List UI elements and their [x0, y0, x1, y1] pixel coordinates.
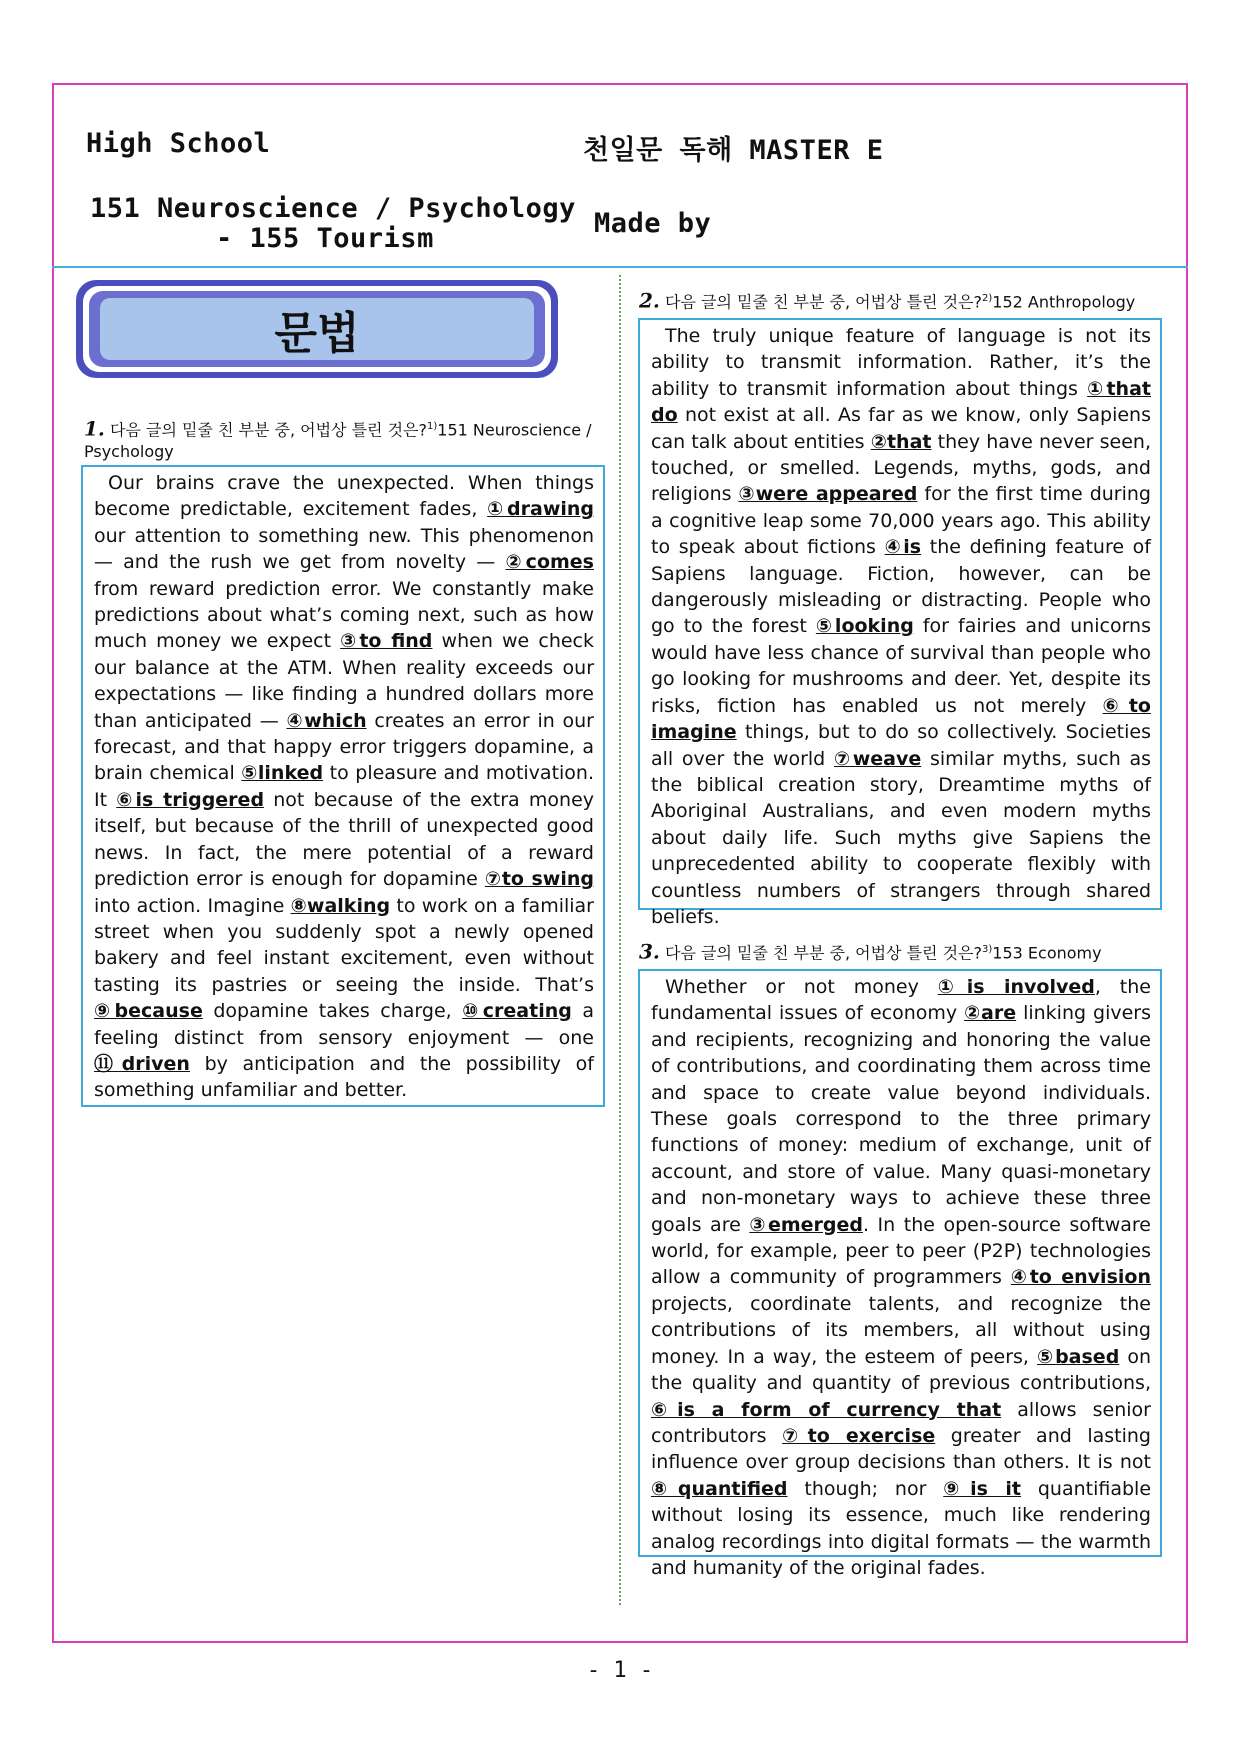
- passage-text: Whether or not money ①is involved, the fundamental issues of economy ②are linking givers and recipients, recognizing and honoring the value of contributions, and coordinating them across time and space to create value beyond individuals. These goals correspond to the three primary functions of money: medium of exchange, unit of account, and store of value. Many quasi-monetary and non-monetary ways to achieve these three goals are ③emerged. In the open-source software world, for example, peer to peer (P2P) technologies allow a community of programmers ④to envision projects, coordinate talents, and recognize the contributions of its members, all without using money. In a way, the esteem of peers, ⑤based on the quality and quantity of previous contributions, ⑥is a form of currency that allows senior contributors ⑦to exercise greater and lasting influence over group decisions than others. It is not ⑧quantified though; nor ⑨is it quantifiable without losing its essence, much like rendering analog recordings into digital formats — the warmth and humanity of the original fades.: [651, 976, 1152, 1579]
- answer-choice: ④is: [884, 536, 922, 559]
- column-divider: [619, 275, 621, 1605]
- question-source: 152 Anthropology: [992, 292, 1136, 312]
- question-1-passage: [81, 465, 605, 1107]
- answer-choice: ①that do: [651, 377, 1151, 427]
- footnote-mark: 1): [427, 421, 438, 432]
- question-3-passage: [638, 969, 1162, 1579]
- question-number: 3.: [639, 939, 660, 964]
- question-2-passage: [638, 318, 1162, 928]
- answer-choice: ④which: [286, 709, 367, 732]
- school-label: High School: [86, 128, 271, 159]
- answer-choice: ①drawing: [487, 498, 595, 521]
- answer-choice: ②are: [964, 1002, 1017, 1025]
- answer-choice: ⑪driven: [94, 1052, 190, 1075]
- answer-choice: ⑥to imagine: [651, 694, 1151, 744]
- question-source: 151 Neuroscience / Psychology: [84, 420, 592, 462]
- answer-choice: ③to find: [340, 630, 433, 653]
- question-source: 153 Economy: [992, 943, 1102, 963]
- answer-choice: ⑨because: [94, 1000, 203, 1023]
- answer-choice: ④to envision: [1010, 1266, 1151, 1289]
- answer-choice: ⑦to exercise: [782, 1424, 936, 1447]
- question-number: 1.: [84, 416, 105, 441]
- page-number: - 1 -: [586, 1658, 654, 1683]
- question-prompt: 다음 글의 밑줄 친 부분 중, 어법상 틀린 것은?: [109, 420, 428, 440]
- question-prompt: 다음 글의 밑줄 친 부분 중, 어법상 틀린 것은?: [664, 943, 983, 963]
- answer-choice: ⑩creating: [462, 1000, 572, 1023]
- footnote-mark: 3): [982, 944, 993, 955]
- passage-text: The truly unique feature of language is not its ability to transmit information. Rather, it’s the ability to transmit information about things ①that do not exist at all. As far as we know, only Sapiens can talk about entities ②that they have never seen, touched, or smelled. Legends, myths, gods, and religions ③were appeared for the first time during a cognitive leap some 70,000 years ago. This ability to speak about fictions ④is the defining feature of Sapiens language. Fiction, however, can be dangerously misleading or distracting. People who go to the forest ⑤looking for fairies and unicorns would have less chance of survival than people who go looking for mushrooms and deer. Yet, despite its risks, fiction has enabled us not merely ⑥to imagine things, but to do so collectively. Societies all over the world ⑦weave similar myths, such as the biblical creation story, Dreamtime myths of Aboriginal Australians, and even modern myths about daily life. Such myths give Sapiens the unprecedented ability to cooperate flexibly with countless numbers of strangers through shared beliefs.: [651, 325, 1152, 928]
- answer-choice: ③emerged: [749, 1213, 863, 1236]
- answer-choice: ⑧walking: [290, 894, 391, 917]
- units-line-2: - 155 Tourism: [216, 223, 434, 254]
- answer-choice: ⑧quantified: [651, 1477, 788, 1500]
- answer-choice: ⑤based: [1037, 1345, 1120, 1368]
- units-line-1: 151 Neuroscience / Psychology: [90, 193, 576, 224]
- answer-choice: ⑥is a form of currency that: [651, 1398, 1002, 1421]
- answer-choice: ⑦to swing: [484, 868, 594, 891]
- answer-choice: ⑦weave: [833, 747, 922, 770]
- question-number: 2.: [639, 288, 660, 313]
- book-title: 천일문 독해 MASTER E: [583, 135, 884, 166]
- answer-choice: ③were appeared: [738, 483, 918, 506]
- footnote-mark: 2): [982, 293, 993, 304]
- answer-choice: ⑨is it: [943, 1477, 1021, 1500]
- section-title: 문법: [274, 308, 360, 359]
- question-prompt: 다음 글의 밑줄 친 부분 중, 어법상 틀린 것은?: [664, 292, 983, 312]
- question-1-title: [84, 416, 608, 463]
- header-divider: [52, 266, 1188, 268]
- question-2-title: [639, 288, 1159, 313]
- made-by-label: Made by: [594, 208, 712, 239]
- question-3-title: [639, 939, 1159, 964]
- answer-choice: ②that: [870, 430, 932, 453]
- answer-choice: ⑤looking: [815, 615, 914, 638]
- answer-choice: ②comes: [505, 551, 594, 574]
- section-badge-plate: [100, 298, 534, 360]
- answer-choice: ①is involved: [937, 976, 1095, 998]
- answer-choice: ⑥is triggered: [116, 788, 265, 811]
- passage-text: Our brains crave the unexpected. When things become predictable, excitement fades, ①drawing our attention to something new. This phenomenon — and the rush we get from novelty — ②comes from reward prediction error. We constantly make predictions about what’s coming next, such as how much money we expect ③to find when we check our balance at the ATM. When reality exceeds our expectations — like finding a hundred dollars more than anticipated — ④which creates an error in our forecast, and that happy error triggers dopamine, a brain chemical ⑤linked to pleasure and motivation. It ⑥is triggered not because of the extra money itself, but because of the thrill of unexpected good news. In fact, the mere potential of a reward prediction error is enough for dopamine ⑦to swing into action. Imagine ⑧walking to work on a familiar street when you suddenly spot a newly opened bakery and feel instant excitement, even without tasting its pastries or seeing the inside. That’s ⑨because dopamine takes charge, ⑩creating a feeling distinct from sensory enjoyment — one ⑪driven by anticipation and the possibility of something unfamiliar and better.: [94, 472, 595, 1102]
- answer-choice: ⑤linked: [241, 762, 324, 785]
